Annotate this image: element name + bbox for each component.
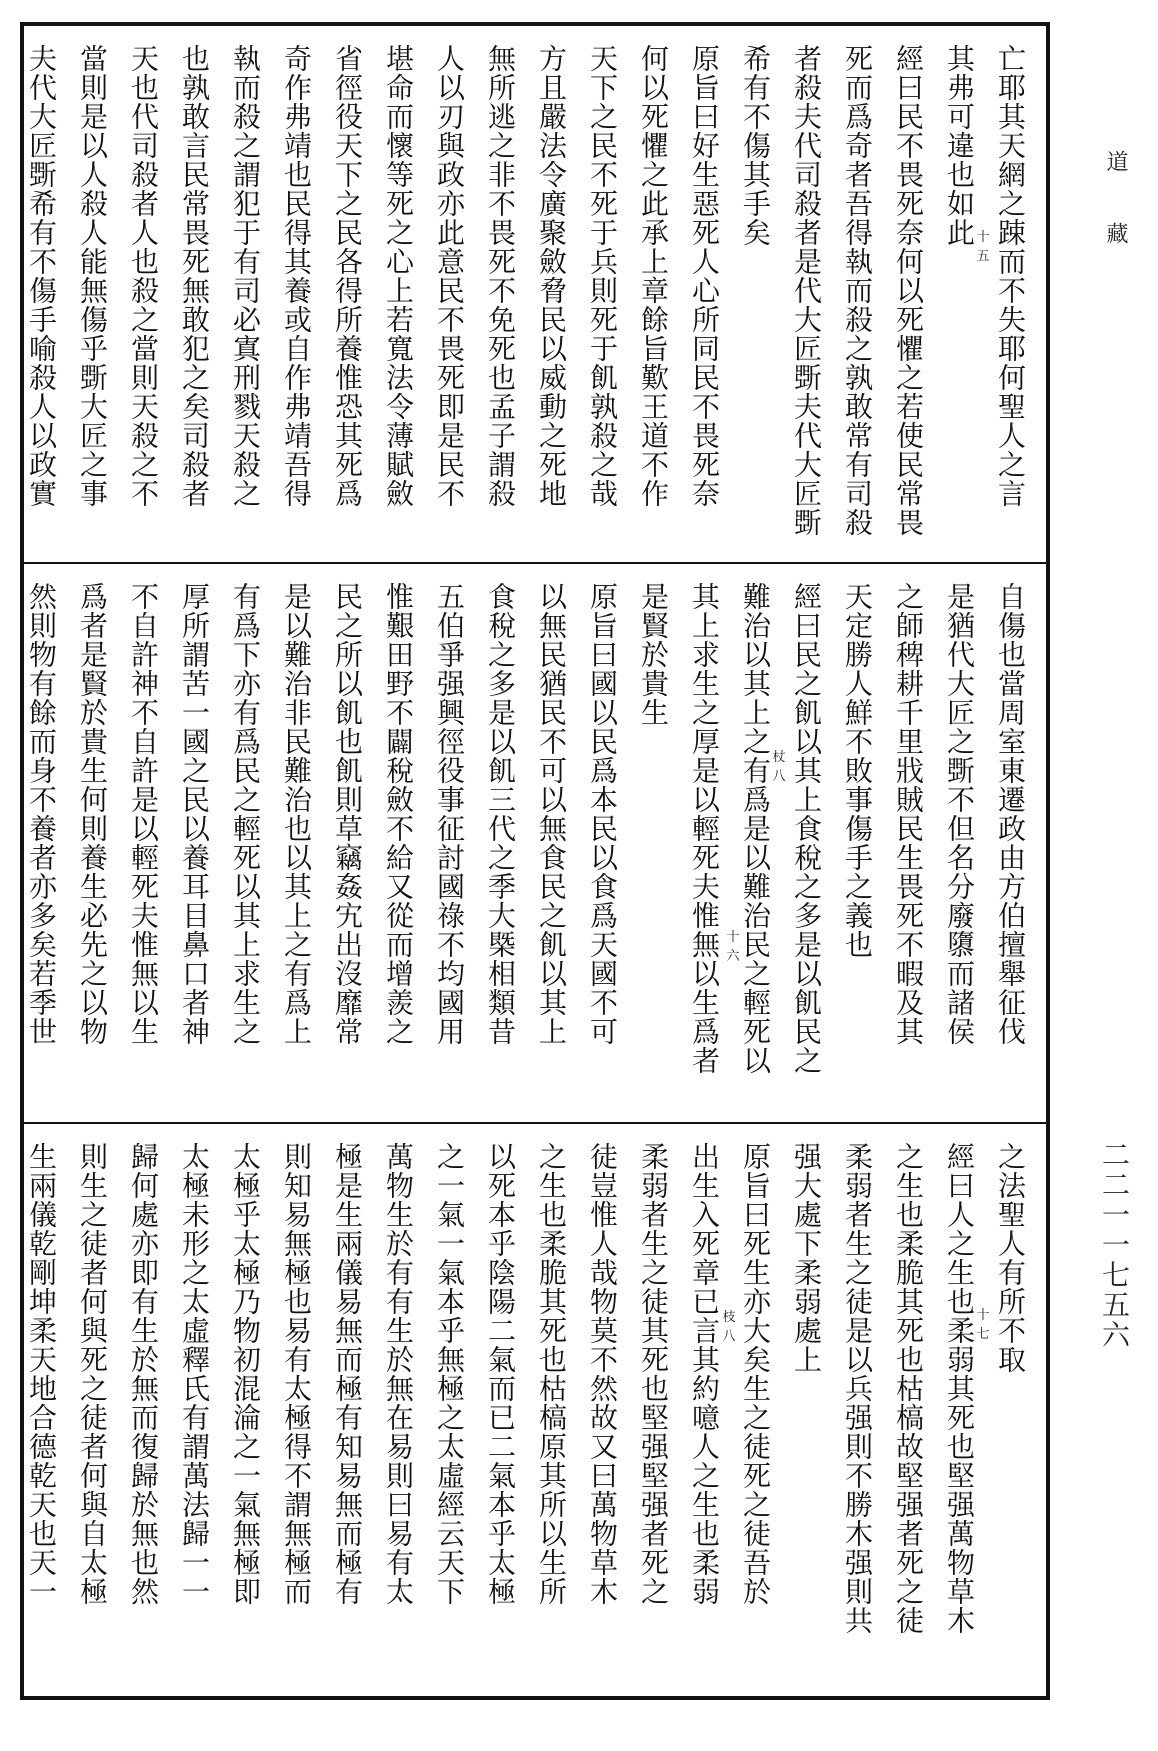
text-column: 無所逃之非不畏死不免死也孟子謂殺 xyxy=(484,44,517,508)
text-column: 夫代大匠斲希有不傷手喻殺人以政實 xyxy=(25,44,58,508)
text-column: 原旨曰國以民爲本民以食爲天國不可 xyxy=(586,582,619,1046)
text-column: 天也代司殺者人也殺之當則天殺之不 xyxy=(127,44,160,508)
text-column: 五伯爭强興徑役事征討國祿不均國用 xyxy=(433,582,466,1046)
text-column: 省徑役天下之民各得所養惟恐其死爲 xyxy=(331,44,364,508)
text-column: 堪命而懷等死之心上若寬法令薄賦斂 xyxy=(382,44,415,508)
text-column: 柔弱者生之徒是以兵强則不勝木强則共 xyxy=(841,1142,874,1635)
text-column: 厚所謂苦一國之民以養耳目鼻口者神 xyxy=(178,582,211,1046)
text-column: 當則是以人殺人能無傷乎斲大匠之事 xyxy=(76,44,109,508)
text-column: 徒豈惟人哉物莫不然故又曰萬物草木 xyxy=(586,1142,619,1606)
text-panel-3 xyxy=(24,1124,1046,1699)
text-column: 是猶代大匠之斲不但名分廢隳而諸侯 xyxy=(943,582,976,1046)
text-column: 也孰敢言民常畏死無敢犯之矣司殺者 xyxy=(178,44,211,508)
folio-marker: 杖八 xyxy=(772,750,786,784)
text-column: 其上求生之厚是以輕死夫惟無以生爲者 xyxy=(688,582,721,1075)
text-column: 何以死懼之此承上章餘旨歎王道不作 xyxy=(637,44,670,508)
text-column: 不自許神不自許是以輕死夫惟無以生 xyxy=(127,582,160,1046)
text-column: 是以難治非民難治也以其上之有爲上 xyxy=(280,582,313,1046)
text-column: 萬物生於有有生於無在易則曰易有太 xyxy=(382,1142,415,1606)
folio-marker: 十七 xyxy=(976,1308,990,1342)
text-column: 之師稗耕千里戕賊民生畏死不暇及其 xyxy=(892,582,925,1046)
text-column: 有爲下亦有爲民之輕死以其上求生之 xyxy=(229,582,262,1046)
text-column: 之一氣一氣本乎無極之太虛經云天下 xyxy=(433,1142,466,1606)
text-column: 極是生兩儀易無而極有知易無而極有 xyxy=(331,1142,364,1606)
text-column: 亡耶其天網之踈而不失耶何聖人之言 xyxy=(994,44,1027,508)
text-column: 以無民猶民不可以無食民之飢以其上 xyxy=(535,582,568,1046)
folio-marker: 枝八 xyxy=(722,1310,736,1344)
collection-title: 道藏 xyxy=(1103,150,1128,294)
folio-marker: 十六 xyxy=(726,930,740,964)
text-column: 奇作弗靖也民得其養或自作弗靖吾得 xyxy=(280,44,313,508)
text-column: 歸何處亦即有生於無而復歸於無也然 xyxy=(127,1142,160,1606)
text-column: 天下之民不死于兵則死于飢孰殺之哉 xyxy=(586,44,619,508)
text-column: 死而爲奇者吾得執而殺之孰敢常有司殺 xyxy=(841,44,874,537)
text-column: 原旨曰死生亦大矣生之徒死之徒吾於 xyxy=(739,1142,772,1606)
text-panel-1 xyxy=(24,26,1046,562)
text-column: 柔弱者生之徒其死也堅强堅强者死之 xyxy=(637,1142,670,1606)
text-column: 太極乎太極乃物初混淪之一氣無極即 xyxy=(229,1142,262,1606)
text-column: 之法聖人有所不取 xyxy=(994,1142,1027,1374)
text-column: 者殺夫代司殺者是代大匠斲夫代大匠斲 xyxy=(790,44,823,537)
text-column: 自傷也當周室東遷政由方伯擅舉征伐 xyxy=(994,582,1027,1046)
text-column: 是賢於貴生 xyxy=(637,582,670,727)
text-column: 經曰民之飢以其上食稅之多是以飢民之 xyxy=(790,582,823,1075)
text-panel-2 xyxy=(24,564,1046,1122)
text-column: 强大處下柔弱處上 xyxy=(790,1142,823,1374)
text-column: 原旨曰好生惡死人心所同民不畏死奈 xyxy=(688,44,721,508)
text-column: 民之所以飢也飢則草竊姦宄出沒靡常 xyxy=(331,582,364,1046)
text-column: 經曰人之生也柔弱其死也堅强萬物草木 xyxy=(943,1142,976,1635)
text-column: 之生也柔脆其死也枯槁故堅强者死之徒 xyxy=(892,1142,925,1635)
text-column: 生兩儀乾剛坤柔天地合德乾天也天一 xyxy=(25,1142,58,1606)
text-column: 方且嚴法令廣聚斂脅民以威動之死地 xyxy=(535,44,568,508)
text-column: 爲者是賢於貴生何則養生必先之以物 xyxy=(76,582,109,1046)
text-column: 出生入死章已言其約噫人之生也柔弱 xyxy=(688,1142,721,1606)
text-column: 人以刃與政亦此意民不畏死即是民不 xyxy=(433,44,466,508)
page-number: 二二一一七五六 xyxy=(1098,1140,1131,1350)
text-column: 難治以其上之有爲是以難治民之輕死以 xyxy=(739,582,772,1075)
text-column: 食稅之多是以飢三代之季大槩相類昔 xyxy=(484,582,517,1046)
text-column: 則知易無極也易有太極得不謂無極而 xyxy=(280,1142,313,1606)
text-column: 希有不傷其手矣 xyxy=(739,44,772,247)
text-column: 其弗可違也如此 xyxy=(943,44,976,247)
text-column: 太極未形之太虛釋氏有謂萬法歸一一 xyxy=(178,1142,211,1606)
text-column: 執而殺之謂犯于有司必寘刑戮天殺之 xyxy=(229,44,262,508)
text-column: 經曰民不畏死奈何以死懼之若使民常畏 xyxy=(892,44,925,537)
text-column: 則生之徒者何與死之徒者何與自太極 xyxy=(76,1142,109,1606)
text-column: 天定勝人鮮不敗事傷手之義也 xyxy=(841,582,874,959)
text-column: 以死本乎陰陽二氣而已二氣本乎太極 xyxy=(484,1142,517,1606)
text-column: 惟艱田野不闢稅斂不給又從而增羨之 xyxy=(382,582,415,1046)
folio-marker: 十五 xyxy=(976,230,990,264)
text-column: 然則物有餘而身不養者亦多矣若季世 xyxy=(25,582,58,1046)
page-frame xyxy=(20,22,1050,1700)
text-column: 之生也柔脆其死也枯槁原其所以生所 xyxy=(535,1142,568,1606)
